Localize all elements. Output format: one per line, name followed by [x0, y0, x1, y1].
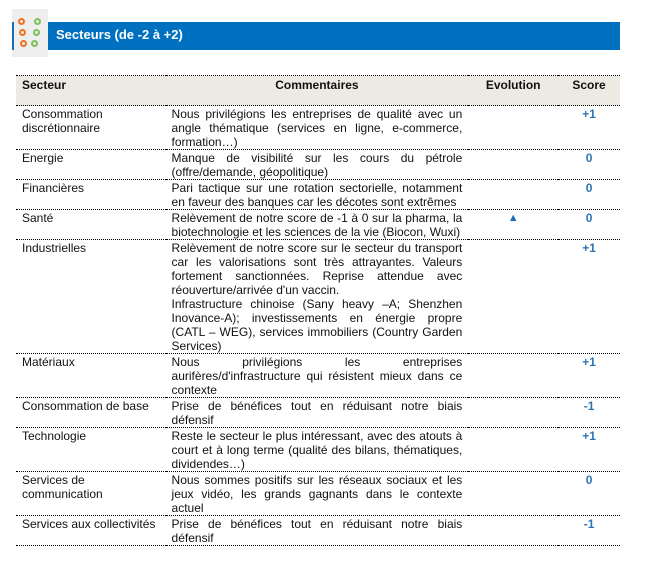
table-row	[16, 150, 620, 180]
table-row	[16, 398, 620, 428]
sector-name: Consommation de base	[16, 398, 166, 428]
table-row	[16, 210, 620, 240]
score-value: 0	[558, 180, 620, 210]
sector-comment: Prise de bénéfices tout en réduisant notre biais défensif	[166, 516, 469, 546]
table-row	[16, 516, 620, 546]
score-value: 0	[558, 210, 620, 240]
table-row	[16, 240, 620, 354]
sector-comment-paragraph: Infrastructure chinoise (Sany heavy –A; Shenzhen Inovance-A); investissements en énergie propre (CATL – WEG), services immobiliers (Country Garden Services)	[171, 297, 463, 353]
sector-name: Consommation discrétionnaire	[16, 106, 166, 150]
sector-name: Services de communication	[16, 472, 166, 516]
score-value: -1	[558, 516, 620, 546]
sector-name: Technologie	[16, 428, 166, 472]
section-banner	[48, 22, 620, 50]
table-row	[16, 472, 620, 516]
evolution-cell	[468, 180, 558, 210]
evolution-cell	[468, 150, 558, 180]
sector-name: Services aux collectivités	[16, 516, 166, 546]
table-row	[16, 354, 620, 398]
green-dot-icon	[31, 40, 38, 47]
table-row	[16, 428, 620, 472]
score-value: +1	[558, 240, 620, 354]
sector-comment	[166, 240, 469, 354]
score-value: 0	[558, 472, 620, 516]
orange-dot-icon	[19, 29, 26, 36]
sector-name: Financières	[16, 180, 166, 210]
sector-comment: Nous privilégions les entreprises de qualité avec un angle thématique (services en ligne, e-commerce, formation…)	[166, 106, 469, 150]
section-title: Secteurs (de -2 à +2)	[56, 27, 183, 42]
evolution-cell	[468, 428, 558, 472]
table-row	[16, 180, 620, 210]
icon-accent-bar	[12, 22, 14, 50]
sector-comment: Reste le secteur le plus intéressant, avec des atouts à court et à long terme (qualité des bilans, thématiques, dividendes…)	[166, 428, 469, 472]
score-value: 0	[558, 150, 620, 180]
sector-comment: Relèvement de notre score de -1 à 0 sur la pharma, la biotechnologie et les sciences de la vie (Biocon, Wuxi)	[166, 210, 469, 240]
evolution-cell	[468, 106, 558, 150]
up-arrow-icon: ▲	[468, 210, 558, 240]
sector-name: Santé	[16, 210, 166, 240]
orange-dot-icon	[20, 40, 27, 47]
sector-comment: Pari tactique sur une rotation sectorielle, notamment en faveur des banques car les décotes sont extrêmes	[166, 180, 469, 210]
score-value: +1	[558, 428, 620, 472]
table-header-row	[16, 76, 620, 106]
sector-comment: Prise de bénéfices tout en réduisant notre biais défensif	[166, 398, 469, 428]
green-dot-icon	[34, 18, 41, 25]
evolution-cell	[468, 398, 558, 428]
sector-name: Industrielles	[16, 240, 166, 354]
sector-dots-icon	[12, 9, 48, 57]
sector-comment: Nous privilégions les entreprises aurifères/d'infrastructure qui résistent mieux dans ce contexte	[166, 354, 469, 398]
sector-comment: Nous sommes positifs sur les réseaux sociaux et les jeux vidéo, les grands gagnants dans le contexte actuel	[166, 472, 469, 516]
sector-comment: Manque de visibilité sur les cours du pétrole (offre/demande, géopolitique)	[166, 150, 469, 180]
sector-name: Energie	[16, 150, 166, 180]
column-header-score: Score	[558, 76, 620, 106]
sector-name: Matériaux	[16, 354, 166, 398]
green-dot-icon	[33, 29, 40, 36]
column-header-secteur: Secteur	[16, 76, 166, 106]
table-row	[16, 106, 620, 150]
evolution-cell	[468, 240, 558, 354]
column-header-commentaires: Commentaires	[166, 76, 469, 106]
sector-table	[16, 75, 620, 546]
score-value: +1	[558, 354, 620, 398]
orange-dot-icon	[18, 18, 25, 25]
score-value: +1	[558, 106, 620, 150]
evolution-cell	[468, 354, 558, 398]
evolution-cell	[468, 472, 558, 516]
evolution-cell	[468, 516, 558, 546]
score-value: -1	[558, 398, 620, 428]
column-header-evolution: Evolution	[468, 76, 558, 106]
sector-comment-paragraph: Relèvement de notre score sur le secteur du transport car les valorisations sont très attrayantes. Valeurs fortement sanctionnées. Reprise attendue avec réouverture/arrivée d'un vaccin.	[171, 241, 463, 297]
